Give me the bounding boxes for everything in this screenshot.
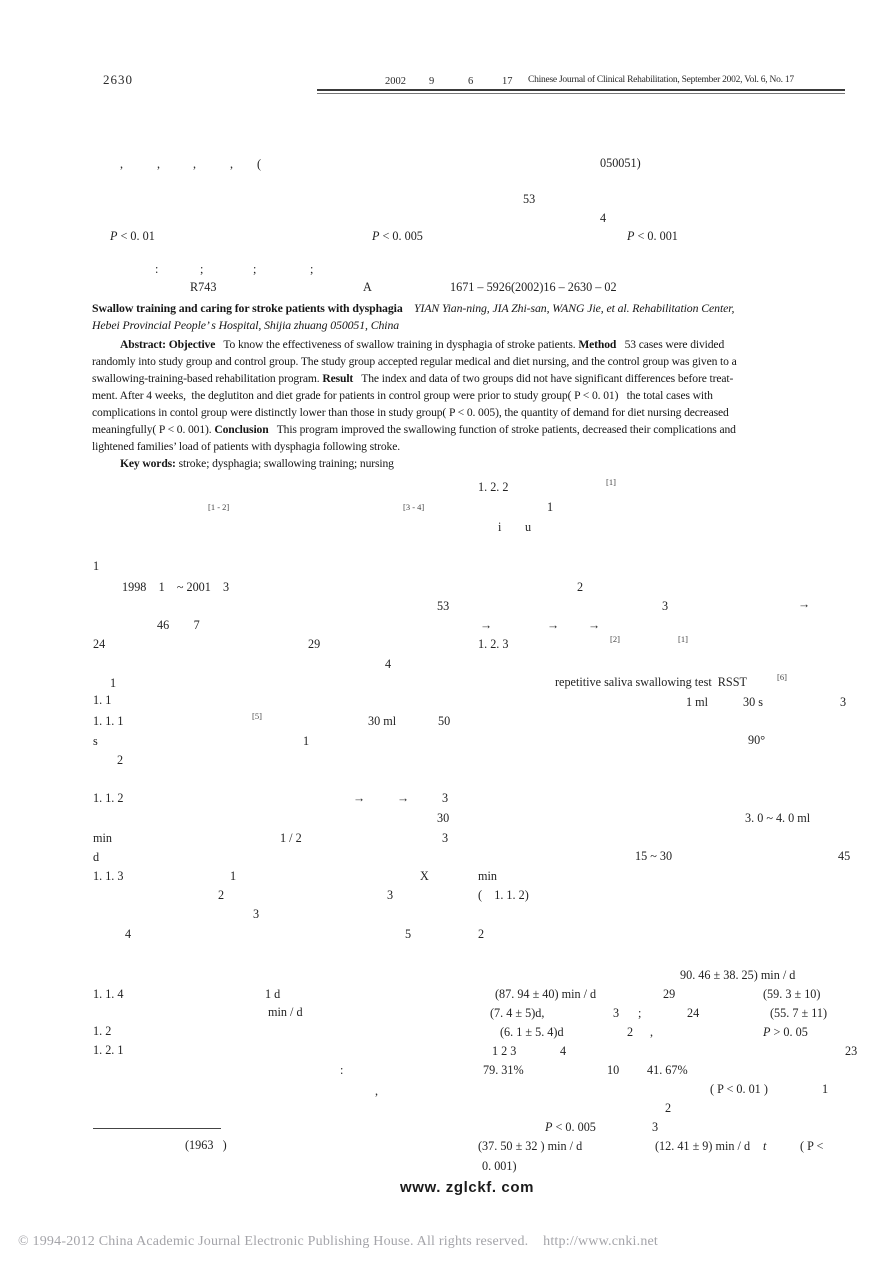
keywords-line: [92, 455, 880, 472]
text-fragment: 1: [110, 676, 117, 690]
text-fragment: 3: [442, 791, 449, 805]
abstract-line: [92, 336, 880, 353]
section-1-1-4: 1. 1. 4: [93, 987, 124, 1001]
section-1-2-3: 1. 2. 3: [478, 637, 509, 651]
text-fragment: min: [478, 869, 497, 883]
text-run: ment. After 4 weeks, the deglutiton and diet grade for patients in control group were prior to study group( P < 0. 01) the total cases with: [92, 389, 713, 402]
text-fragment: ,: [120, 157, 124, 171]
text-fragment: 29: [663, 987, 676, 1001]
text-fragment: 1998 1 ~ 2001 3: [122, 580, 230, 594]
text-fragment: 53: [437, 599, 450, 613]
text-fragment: [3 - 4]: [403, 502, 425, 512]
section-1-2: 1. 2: [93, 1024, 112, 1038]
text-fragment: 4: [385, 657, 392, 671]
text-fragment: ( P <: [800, 1139, 824, 1153]
text-fragment: P > 0. 05: [763, 1025, 808, 1039]
text-fragment: →: [547, 618, 560, 632]
text-fragment: P < 0. 005: [545, 1120, 596, 1134]
text-fragment: [1 - 2]: [208, 502, 230, 512]
text-fragment: →: [397, 791, 410, 805]
abstract-line: [92, 387, 852, 404]
page-number: 2630: [103, 72, 133, 87]
text-fragment: ( P < 0. 01 ): [710, 1082, 768, 1096]
text-fragment: 3: [662, 599, 669, 613]
text-fragment: [2]: [610, 634, 620, 644]
text-fragment: t: [763, 1139, 767, 1153]
text-fragment: [5]: [252, 711, 262, 721]
text-fragment: 90. 46 ± 38. 25) min / d: [680, 968, 796, 982]
text-fragment: ;: [200, 262, 204, 276]
text-fragment: ,: [193, 157, 197, 171]
text-fragment: 1: [303, 734, 310, 748]
text-fragment: 2: [627, 1025, 634, 1039]
text-fragment: 2: [577, 580, 584, 594]
section-1-1-1: 1. 1. 1: [93, 714, 124, 728]
section-1: 1: [93, 559, 100, 573]
text-fragment: X: [420, 869, 429, 883]
text-fragment: 9: [429, 76, 435, 87]
postcode: 050051): [600, 156, 641, 170]
text-fragment: →: [588, 618, 601, 632]
text-fragment: ;: [638, 1006, 642, 1020]
text-fragment: (12. 41 ± 9) min / d: [655, 1139, 751, 1153]
section-1-2-1: 1. 2. 1: [93, 1043, 124, 1057]
text-fragment: [1]: [678, 634, 688, 644]
text-run: lightened families’ load of patients with dysphagia following stroke.: [92, 440, 401, 453]
text-fragment: 79. 31%: [483, 1063, 524, 1077]
text-fragment: ;: [310, 262, 314, 276]
header-rule-thick: [317, 89, 845, 91]
text-run: meaningfully( P < 0. 001).: [92, 423, 215, 436]
text-fragment: 50: [438, 714, 451, 728]
text-fragment: 5: [405, 927, 412, 941]
text-fragment: 3: [253, 907, 260, 921]
text-fragment: 1 2 3: [492, 1044, 517, 1058]
text-fragment: [6]: [777, 672, 787, 682]
text-fragment: 1 d: [265, 987, 281, 1001]
text-fragment: 4: [560, 1044, 567, 1058]
text-fragment: :: [340, 1063, 344, 1077]
text-fragment: 90°: [748, 733, 766, 747]
text-fragment: 24: [93, 637, 106, 651]
keywords-list: stroke; dysphagia; swallowing training; nursing: [175, 457, 394, 470]
text-fragment: 3. 0 ~ 4. 0 ml: [745, 811, 811, 825]
article-id: 1671 – 5926(2002)16 – 2630 – 02: [450, 280, 617, 294]
text-fragment: (7. 4 ± 5)d,: [490, 1006, 545, 1020]
text-fragment: (37. 50 ± 32 ) min / d: [478, 1139, 583, 1153]
text-fragment: 10: [607, 1063, 620, 1077]
document-code: A: [363, 280, 372, 294]
text-run: The index and data of two groups did not have significant differences before treat-: [353, 372, 734, 385]
footnote-rule: [93, 1128, 221, 1129]
text-fragment: (59. 3 ± 10): [763, 987, 821, 1001]
text-fragment: min / d: [268, 1005, 303, 1019]
text-fragment: 46 7: [157, 618, 200, 632]
text-fragment: 3: [442, 831, 449, 845]
text-run: Result: [322, 372, 354, 385]
text-fragment: :: [155, 262, 159, 276]
text-fragment: 23: [845, 1044, 858, 1058]
text-fragment: i: [498, 520, 502, 534]
text-fragment: 1: [822, 1082, 829, 1096]
text-fragment: 0. 001): [482, 1159, 517, 1173]
text-run: [403, 301, 414, 315]
text-fragment: u: [525, 520, 532, 534]
author-note: (1963 ): [185, 1138, 227, 1152]
text-fragment: 1: [547, 500, 554, 514]
english-title-line-2: [92, 317, 852, 334]
text-fragment: →: [353, 791, 366, 805]
text-fragment: 2: [117, 753, 124, 767]
text-fragment: →: [798, 597, 811, 611]
text-fragment: 53: [523, 192, 536, 206]
copyright-footer: © 1994-2012 China Academic Journal Electronic Publishing House. All rights reserved. http://www.cnki.net: [18, 1234, 659, 1249]
text-fragment: 4: [600, 211, 607, 225]
text-fragment: 30 ml: [368, 714, 397, 728]
text-fragment: 15 ~ 30: [635, 849, 673, 863]
text-run: swallowing-training-based rehabilitation program.: [92, 372, 323, 385]
section-2: 2: [478, 927, 485, 941]
text-fragment: ( 1. 1. 2): [478, 888, 529, 902]
text-fragment: d: [93, 850, 100, 864]
text-run: complications in contol group were distinctly lower than those in study group( P < 0. 005), the quantity of demand for diet nursing decreased: [92, 406, 729, 419]
text-fragment: 30 s: [743, 695, 763, 709]
text-run: randomly into study group and control group. The study group accepted regular medical and diet nursing, and the control group was given to a: [92, 355, 737, 368]
abstract-line: [92, 404, 852, 421]
english-title-line-1: [92, 300, 852, 317]
text-fragment: (55. 7 ± 11): [770, 1006, 828, 1020]
abstract-line: [92, 370, 852, 387]
rsst-term: repetitive saliva swallowing test RSST: [555, 675, 747, 689]
keywords-label: Key words:: [120, 457, 176, 470]
text-fragment: 1: [230, 869, 237, 883]
text-fragment: ;: [253, 262, 257, 276]
text-fragment: s: [93, 734, 98, 748]
authors-en: YIAN Yian-ning, JIA Zhi-san, WANG Jie, et al. Rehabilitation Center,: [414, 301, 735, 315]
abstract-line: [92, 438, 852, 455]
text-fragment: 1 ml: [686, 695, 709, 709]
issue-year: 2002: [385, 76, 406, 87]
header-rule-thin: [317, 93, 845, 94]
text-fragment: [1]: [606, 477, 616, 487]
text-run: This program improved the swallowing function of stroke patients, decreased their complications and: [268, 423, 736, 436]
text-fragment: (6. 1 ± 5. 4)d: [500, 1025, 564, 1039]
text-fragment: (: [257, 157, 262, 171]
text-fragment: 2: [218, 888, 225, 902]
text-fragment: 3: [840, 695, 847, 709]
text-fragment: ,: [230, 157, 234, 171]
text-fragment: 6: [468, 76, 474, 87]
clc-number: R743: [190, 280, 217, 294]
journal-title: Chinese Journal of Clinical Rehabilitation, September 2002, Vol. 6, No. 17: [528, 75, 794, 85]
text-fragment: ,: [650, 1025, 654, 1039]
text-fragment: 29: [308, 637, 321, 651]
text-fragment: ,: [375, 1084, 379, 1098]
text-fragment: 3: [387, 888, 394, 902]
text-fragment: 1 / 2: [280, 831, 302, 845]
watermark-url: www. zglckf. com: [400, 1179, 535, 1196]
text-fragment: 45: [838, 849, 851, 863]
text-run: To know the effectiveness of swallow training in dysphagia of stroke patients.: [215, 338, 579, 351]
text-fragment: min: [93, 831, 112, 845]
abstract-line: [92, 421, 852, 438]
section-1-2-2: 1. 2. 2: [478, 480, 509, 494]
text-fragment: 41. 67%: [647, 1063, 688, 1077]
section-1-1-3: 1. 1. 3: [93, 869, 124, 883]
text-run: Abstract: Objective: [120, 338, 216, 351]
text-fragment: P < 0. 001: [627, 229, 678, 243]
text-fragment: (87. 94 ± 40) min / d: [495, 987, 597, 1001]
text-fragment: 2: [665, 1101, 672, 1115]
article-title-en: Swallow training and caring for stroke patients with dysphagia: [92, 301, 403, 315]
text-fragment: ,: [157, 157, 161, 171]
text-fragment: 17: [502, 76, 513, 87]
text-run: Conclusion: [214, 423, 269, 436]
text-run: Method: [578, 338, 617, 351]
text-fragment: 24: [687, 1006, 700, 1020]
section-1-1-2: 1. 1. 2: [93, 791, 124, 805]
abstract-line: [92, 353, 852, 370]
text-run: 53 cases were divided: [616, 338, 725, 351]
section-1-1: 1. 1: [93, 693, 112, 707]
affiliation-en: Hebei Provincial People’ s Hospital, Shijia zhuang 050051, China: [92, 318, 400, 332]
text-fragment: →: [480, 618, 493, 632]
text-fragment: 3: [652, 1120, 659, 1134]
text-fragment: 3: [613, 1006, 620, 1020]
text-fragment: P < 0. 01: [110, 229, 155, 243]
text-fragment: 30: [437, 811, 450, 825]
text-fragment: P < 0. 005: [372, 229, 423, 243]
text-fragment: 4: [125, 927, 132, 941]
